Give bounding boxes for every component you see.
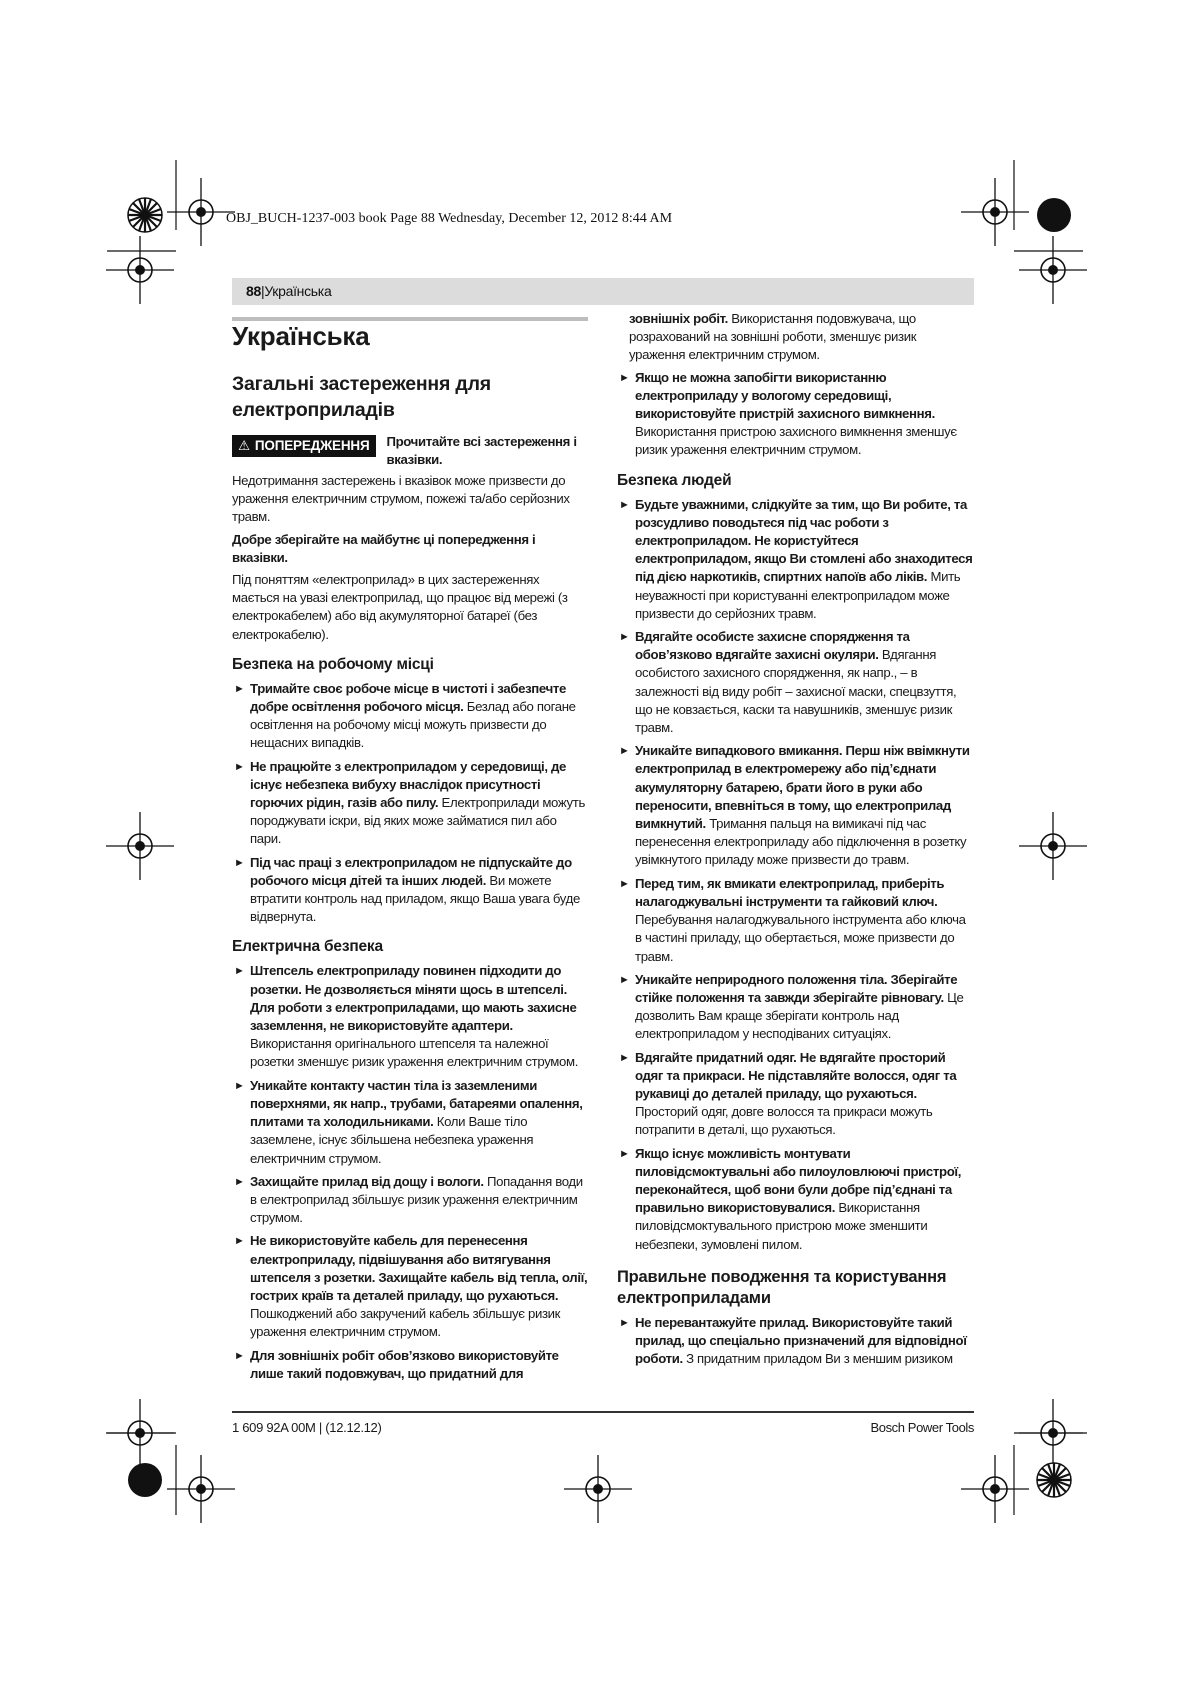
item-bold-text: Не перевантажуйте прилад. Використовуйте такий прилад, що спеціально призначений для відповідної роботи. <box>635 1314 967 1367</box>
bullet-arrow-icon: ► <box>619 1147 630 1160</box>
tool-use-heading: Правильне поводження та користування електроприладами <box>617 1267 947 1307</box>
warning-block <box>232 433 588 469</box>
list-item <box>232 680 588 753</box>
item-bold-text: Якщо не можна запобігти використанню електроприладу у вологому середовищі, використовуйте пристрій захисного вимкнення. <box>635 369 935 422</box>
bullet-arrow-icon: ► <box>234 965 245 978</box>
footer-rule <box>232 1411 974 1413</box>
list-item <box>232 854 588 927</box>
item-text: Пошкоджений або закручений кабель збільшує ризик ураження електричним струмом. <box>250 1306 561 1340</box>
item-bold-text: Вдягайте особисте захисне спорядження та обов’язково вдягайте захисні окуляри. <box>635 629 910 663</box>
item-text: Це дозволить Вам краще зберігати контроль над електроприладом у несподіваних ситуаціях. <box>635 989 964 1042</box>
list-item <box>232 1077 588 1168</box>
item-text: Ви можете втратити контроль над приладом, якщо Ваша увага буде відвернута. <box>250 872 580 925</box>
list-item <box>232 1232 588 1341</box>
item-bold-text: Тримайте своє робоче місце в чистоті і забезпечте добре освітлення робочого місця. <box>250 680 566 715</box>
bullet-arrow-icon: ► <box>234 1079 245 1092</box>
item-bold-text: Штепсель електроприладу повинен підходити до розетки. Не дозволяється міняти щось в штепселі. Для роботи з електроприладами, що мають захисне заземлення, не використовуйте адаптери. <box>250 963 577 1034</box>
continued-paragraph <box>617 310 975 365</box>
list-item <box>232 758 588 849</box>
bullet-arrow-icon: ► <box>234 856 245 869</box>
list-item <box>232 1173 588 1228</box>
page-title: Українська <box>232 321 370 351</box>
list-item <box>232 1347 588 1383</box>
section-title: Загальні застереження для електроприладів <box>232 373 491 421</box>
left-column <box>232 318 588 1388</box>
list-item <box>617 1145 975 1254</box>
warning-label: ПОПЕРЕДЖЕННЯ <box>254 438 370 453</box>
bullet-arrow-icon: ► <box>619 877 630 890</box>
workplace-safety-heading: Безпека на робочому місці <box>232 655 434 673</box>
item-text: Електроприлади можуть породжувати іскри, від яких може займатися пил або пари. <box>250 795 585 847</box>
item-text: Тримання пальця на вимикачі під час перенесення електроприладу або підключення в розетку увімкнутого приладу може призвести до травм. <box>635 816 967 868</box>
bullet-arrow-icon: ► <box>234 1175 245 1188</box>
bullet-arrow-icon: ► <box>619 973 630 986</box>
tool-use-list <box>617 1314 975 1369</box>
rcd-list <box>617 369 975 460</box>
list-item <box>617 628 975 737</box>
item-bold-text: Уникайте контакту частин тіла із заземленими поверхнями, як напр., трубами, батареями опалення, плитами та холодильниками. <box>250 1077 583 1130</box>
item-text: Вдягання особистого захисного спорядження, як напр., – в залежності від виду робіт – захисної маски, спецвзуття, що не ковзається, каски та навушників, зменшує ризик травм. <box>635 647 957 736</box>
continued-text: Використання подовжувача, що розрахований на зовнішні роботи, зменшує ризик ураження електричним струмом. <box>629 311 917 363</box>
list-item <box>617 971 975 1044</box>
item-bold-text: Під час праці з електроприладом не підпускайте до робочого місця дітей та інших людей. <box>250 854 572 888</box>
list-item <box>232 962 588 1071</box>
page-number: 88 <box>246 283 261 299</box>
list-item <box>617 369 975 460</box>
item-bold-text: Вдягайте придатний одяг. Не вдягайте просторий одяг та прикраси. Не підставляйте волосся, одяг та рукавиці до деталей приладу, що рухаються. <box>635 1049 957 1101</box>
right-column <box>617 310 975 1373</box>
warning-triangle-icon: ⚠ <box>238 438 250 453</box>
bullet-arrow-icon: ► <box>234 1235 245 1248</box>
electrical-safety-heading: Електрична безпека <box>232 938 383 956</box>
item-bold-text: Захищайте прилад від дощу і вологи. <box>250 1173 484 1189</box>
list-item <box>617 742 975 869</box>
bullet-arrow-icon: ► <box>619 1316 630 1329</box>
item-text: Попадання води в електроприлад збільшує ризик ураження електричним струмом. <box>250 1173 583 1226</box>
header-language: Українська <box>264 283 332 299</box>
footer-brand: Bosch Power Tools <box>870 1420 974 1435</box>
item-text: Використання пиловідсмоктувального пристрою може зменшити небезпеки, зумовлені пилом. <box>635 1200 928 1252</box>
keep-instructions-note: Добре зберігайте на майбутнє ці попередження і вказівки. <box>232 531 536 565</box>
item-text: Безлад або погане освітлення на робочому місці можуть призвести до нещасних випадків. <box>250 699 576 751</box>
list-item <box>617 496 975 623</box>
print-slug: OBJ_BUCH-1237-003 book Page 88 Wednesday, December 12, 2012 8:44 AM <box>226 211 673 226</box>
warning-badge <box>232 435 376 457</box>
header-text <box>246 283 331 299</box>
item-text: Використання пристрою захисного вимкнення зменшує ризик ураження електричним струмом. <box>635 424 957 458</box>
page-header <box>232 278 974 305</box>
bullet-arrow-icon: ► <box>619 631 630 644</box>
bullet-arrow-icon: ► <box>234 1349 245 1362</box>
item-bold-text: Уникайте неприродного положення тіла. Зберігайте стійке положення та завжди зберігайте рівновагу. <box>635 971 958 1005</box>
continued-bold-text: зовнішніх робіт. <box>629 311 728 326</box>
power-tool-definition: Під поняттям «електроприлад» в цих застереженнях мається на увазі електроприлад, що працює від мережі (з електрокабелем) або від акумуляторної батареї (без електрокабелю). <box>232 572 568 642</box>
item-text: Просторий одяг, довге волосся та прикраси можуть потрапити в деталі, що рухаються. <box>635 1104 933 1138</box>
item-bold-text: Якщо існує можливість монтувати пиловідсмоктувальні або пилоуловлюючі пристрої, переконайтеся, щоб вони були добре під’єднані та правильно використовувалися. <box>635 1145 962 1216</box>
workplace-safety-list <box>232 680 588 927</box>
item-bold-text: Не використовуйте кабель для перенесення електроприладу, підвішування або витягування штепселя з розетки. Захищайте кабель від тепла, олії, гострих країв та деталей приладу, що рухаються. <box>250 1233 588 1303</box>
item-text: Перебування налагоджувального інструмента або ключа в частині приладу, що обертається, може призвести до травм. <box>635 912 966 964</box>
bullet-arrow-icon: ► <box>619 371 630 384</box>
header-separator: | <box>260 283 265 299</box>
bullet-arrow-icon: ► <box>234 682 245 695</box>
item-bold-text: Не працюйте з електроприладом у середовищі, де існує небезпека вибуху внаслідок присутності горючих рідин, газів або пилу. <box>250 758 567 811</box>
item-bold-text: Для зовнішніх робіт обов’язково використовуйте лише такий подовжувач, що придатний для <box>250 1347 559 1381</box>
bullet-arrow-icon: ► <box>234 760 245 773</box>
item-text: З придатним приладом Ви з меншим ризиком <box>682 1351 953 1367</box>
item-bold-text: Уникайте випадкового вмикання. Перш ніж ввімкнути електроприлад в електромережу або під’єднати акумуляторну батарею, брати його в руки або переносити, впевніться в тому, що електроприлад вимкнутий. <box>635 743 970 832</box>
item-text: Мить неуважності при користуванні електроприладом може призвести до серйозних травм. <box>635 569 961 621</box>
personal-safety-heading: Безпека людей <box>617 471 732 489</box>
electrical-safety-list <box>232 962 588 1382</box>
bullet-arrow-icon: ► <box>619 498 630 511</box>
warning-text: Прочитайте всі застереження і вказівки. <box>386 434 577 467</box>
item-bold-text: Перед тим, як вмикати електроприлад, приберіть налагоджувальні інструменти та гайковий ключ. <box>635 875 945 909</box>
item-text: Коли Ваше тіло заземлене, існує збільшена небезпека ураження електричним струмом. <box>250 1114 534 1166</box>
personal-safety-list <box>617 496 975 1254</box>
list-item <box>617 1314 975 1369</box>
list-item <box>617 875 975 966</box>
item-bold-text: Будьте уважними, слідкуйте за тим, що Ви робите, та розсудливо поводьтеся під час роботи з електроприладом. Не користуйтеся електроприладом, якщо Ви стомлені або знаходитеся під дією наркотиків, спиртних напоїв або ліків. <box>635 496 973 585</box>
intro-paragraph: Недотримання застережень і вказівок може призвести до ураження електричним струмом, пожежі та/або серйозних травм. <box>232 473 570 525</box>
item-text: Використання оригінального штепселя та належної розетки зменшує ризик ураження електричним струмом. <box>250 1036 579 1070</box>
bullet-arrow-icon: ► <box>619 745 630 758</box>
footer-doc-number: 1 609 92A 00M | (12.12.12) <box>232 1420 382 1435</box>
list-item <box>617 1049 975 1140</box>
bullet-arrow-icon: ► <box>619 1051 630 1064</box>
